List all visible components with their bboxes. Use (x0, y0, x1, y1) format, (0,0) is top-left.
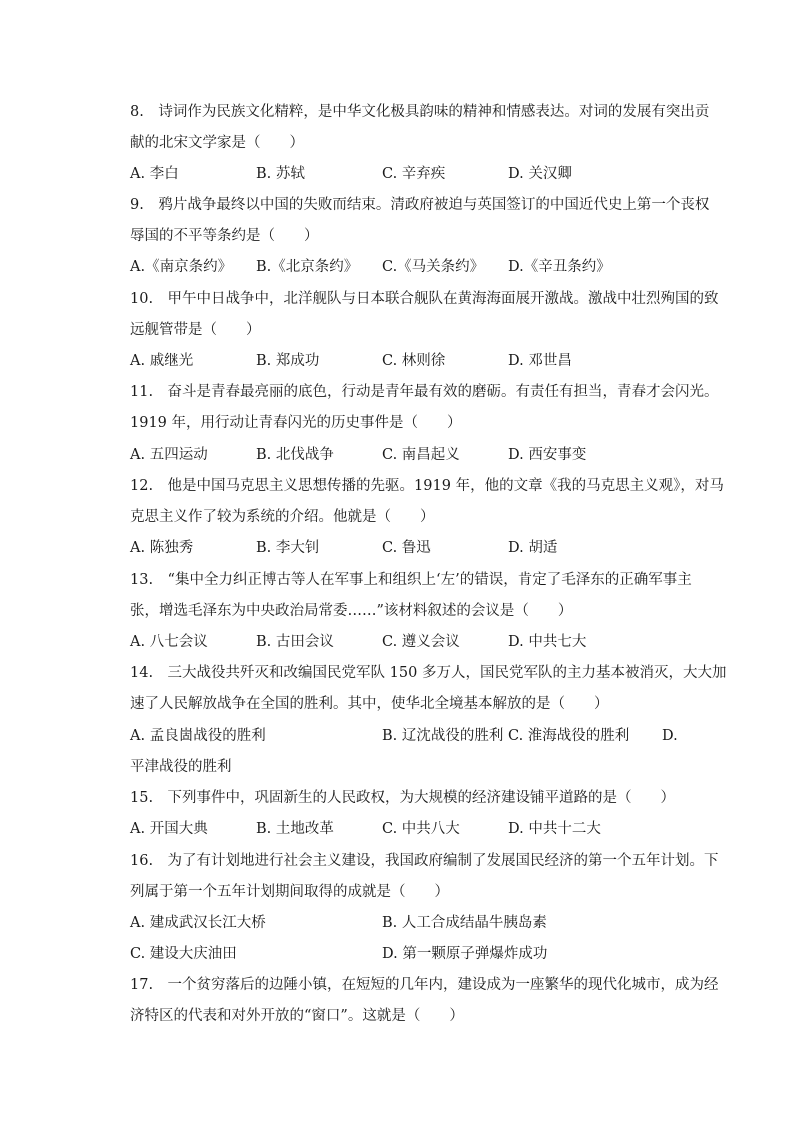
question-17-line-2: 济特区的代表和对外开放的“窗口”。这就是（ ） (130, 1008, 464, 1024)
question-15-option-a: A. 开国大典 (130, 821, 208, 837)
question-11-option-c: C. 南昌起义 (382, 447, 460, 463)
question-12-option-d: D. 胡适 (508, 540, 558, 556)
question-16-line-1: 16. 为了有计划地进行社会主义建设，我国政府编制了发展国民经济的第一个五年计划。下 (130, 853, 719, 869)
question-8-line-1: 8. 诗词作为民族文化精粹，是中华文化极具韵味的精神和情感表达。对词的发展有突出贡 (130, 104, 710, 120)
question-10-option-d: D. 邓世昌 (508, 353, 572, 369)
question-15-option-c: C. 中共八大 (382, 821, 460, 837)
question-11-option-b: B. 北伐战争 (256, 447, 334, 463)
question-14-option-b: B. 辽沈战役的胜利 (382, 728, 504, 744)
question-17-line-1: 17. 一个贫穷落后的边陲小镇，在短短的几年内，建设成为一座繁华的现代化城市，成为经 (130, 977, 719, 993)
question-16-option-b: B. 人工合成结晶牛胰岛素 (382, 915, 547, 931)
question-12-option-a: A. 陈独秀 (130, 540, 194, 556)
question-9-option-b: B.《北京条约》 (256, 259, 359, 275)
question-8-option-a: A. 李白 (130, 166, 179, 182)
question-15-option-b: B. 土地改革 (256, 821, 334, 837)
question-16-line-2: 列属于第一个五年计划期间取得的成就是（ ） (130, 884, 449, 900)
question-14-option-c: C. 淮海战役的胜利 (508, 728, 630, 744)
question-10-option-c: C. 林则徐 (382, 353, 446, 369)
question-8-option-c: C. 辛弃疾 (382, 166, 446, 182)
question-16-option-a: A. 建成武汉长江大桥 (130, 915, 266, 931)
question-11-line-2: 1919 年，用行动让青春闪光的历史事件是（ ） (130, 415, 462, 431)
question-8-line-2: 献的北宋文学家是（ ） (130, 135, 304, 151)
question-9-option-a: A.《南京条约》 (130, 259, 233, 275)
question-11-option-d: D. 西安事变 (508, 447, 587, 463)
question-9-option-d: D.《辛丑条约》 (508, 259, 611, 275)
question-15-option-d: D. 中共十二大 (508, 821, 601, 837)
question-9-option-c: C.《马关条约》 (382, 259, 485, 275)
question-14-option-d-text: 平津战役的胜利 (130, 759, 232, 775)
question-11-option-a: A. 五四运动 (130, 447, 208, 463)
question-10-option-a: A. 戚继光 (130, 353, 194, 369)
question-9-line-1: 9. 鸦片战争最终以中国的失败而结束。清政府被迫与英国签订的中国近代史上第一个丧权 (130, 197, 710, 213)
question-14-option-a: A. 孟良崮战役的胜利 (130, 728, 266, 744)
question-16-option-c: C. 建设大庆油田 (130, 946, 237, 962)
question-13-option-d: D. 中共七大 (508, 634, 587, 650)
question-10-line-2: 远舰管带是（ ） (130, 322, 261, 338)
question-9-line-2: 辱国的不平等条约是（ ） (130, 228, 319, 244)
question-12-option-c: C. 鲁迅 (382, 540, 431, 556)
question-12-line-2: 克思主义作了较为系统的介绍。他就是（ ） (130, 509, 435, 525)
question-10-line-1: 10. 甲午中日战争中，北洋舰队与日本联合舰队在黄海海面展开激战。激战中壮烈殉国的致 (130, 291, 719, 307)
question-8-option-d: D. 关汉卿 (508, 166, 572, 182)
question-13-line-2: 张，增选毛泽东为中央政治局常委……”该材料叙述的会议是（ ） (130, 603, 573, 619)
question-8-option-b: B. 苏轼 (256, 166, 305, 182)
question-13-line-1: 13. “集中全力纠正博古等人在军事上和组织上‘左’的错误，肯定了毛泽东的正确军事主 (130, 572, 692, 588)
question-13-option-b: B. 古田会议 (256, 634, 334, 650)
question-10-option-b: B. 郑成功 (256, 353, 320, 369)
question-16-option-d: D. 第一颗原子弹爆炸成功 (382, 946, 548, 962)
question-14-option-d-label: D. (662, 728, 678, 744)
question-11-line-1: 11. 奋斗是青春最亮丽的底色，行动是青年最有效的磨砺。有责任有担当，青春才会闪光。 (130, 384, 719, 400)
question-15-line-1: 15. 下列事件中，巩固新生的人民政权，为大规模的经济建设铺平道路的是（ ） (130, 790, 676, 806)
question-12-option-b: B. 李大钊 (256, 540, 320, 556)
question-12-line-1: 12. 他是中国马克思主义思想传播的先驱。1919 年，他的文章《我的马克思主义观》，对马 (130, 478, 724, 494)
question-14-line-2: 速了人民解放战争在全国的胜利。其中，使华北全境基本解放的是（ ） (130, 696, 609, 712)
question-13-option-c: C. 遵义会议 (382, 634, 460, 650)
question-13-option-a: A. 八七会议 (130, 634, 208, 650)
question-14-line-1: 14. 三大战役共歼灭和改编国民党军队 150 多万人，国民党军队的主力基本被消灭，大大加 (130, 665, 727, 681)
